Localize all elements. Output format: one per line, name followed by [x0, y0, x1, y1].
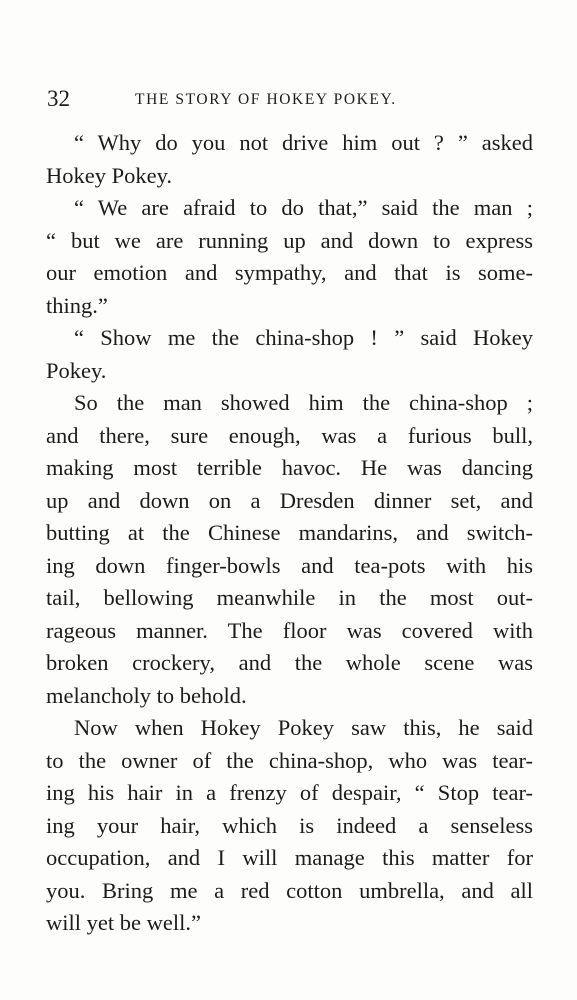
paragraph — [46, 127, 533, 192]
text-line: broken crockery, and the whole scene was — [46, 650, 533, 675]
text-line: ing your hair, which is indeed a senseless — [46, 812, 533, 838]
text-line: So the man showed him the china-shop ; — [74, 390, 533, 415]
text-line: “ Why do you not drive him out ? ” asked — [74, 130, 533, 155]
text-line: you. Bring me a red cotton umbrella, and all — [46, 877, 533, 903]
text-line: thing.” — [46, 292, 108, 318]
page-header — [47, 86, 531, 112]
text-line: “ We are afraid to do that,” said the man ; — [74, 195, 533, 220]
text-line: to the owner of the china-shop, who was tear- — [46, 747, 533, 773]
text-line: tail, bellowing meanwhile in the most out- — [46, 585, 533, 610]
paragraph — [46, 322, 533, 387]
text-line: up and down on a Dresden dinner set, and — [46, 487, 533, 513]
text-line: Now when Hokey Pokey saw this, he said — [74, 715, 533, 740]
body-text — [46, 127, 533, 940]
text-line: and there, sure enough, was a furious bull, — [46, 422, 533, 448]
text-line: making most terrible havoc. He was dancing — [46, 455, 533, 480]
text-line: Pokey. — [46, 357, 107, 383]
text-line: ing down finger-bowls and tea-pots with his — [46, 552, 533, 578]
page-number: 32 — [47, 86, 70, 111]
text-line: occupation, and I will manage this matter for — [46, 845, 533, 870]
running-title: THE STORY OF HOKEY POKEY. — [135, 91, 397, 108]
text-line: ing his hair in a frenzy of despair, “ Stop tear- — [46, 780, 533, 805]
text-line: rageous manner. The floor was covered with — [46, 617, 533, 643]
text-line: will yet be well.” — [46, 910, 201, 935]
text-line: our emotion and sympathy, and that is some- — [46, 260, 533, 285]
paragraph — [46, 712, 533, 940]
paragraph — [46, 387, 533, 712]
text-line: Hokey Pokey. — [46, 162, 173, 188]
text-line: “ Show me the china-shop ! ” said Hokey — [74, 325, 533, 350]
paragraph — [46, 192, 533, 322]
text-line: butting at the Chinese mandarins, and switch- — [46, 520, 533, 545]
text-line: “ but we are running up and down to express — [46, 227, 533, 253]
text-line: melancholy to behold. — [46, 682, 247, 708]
